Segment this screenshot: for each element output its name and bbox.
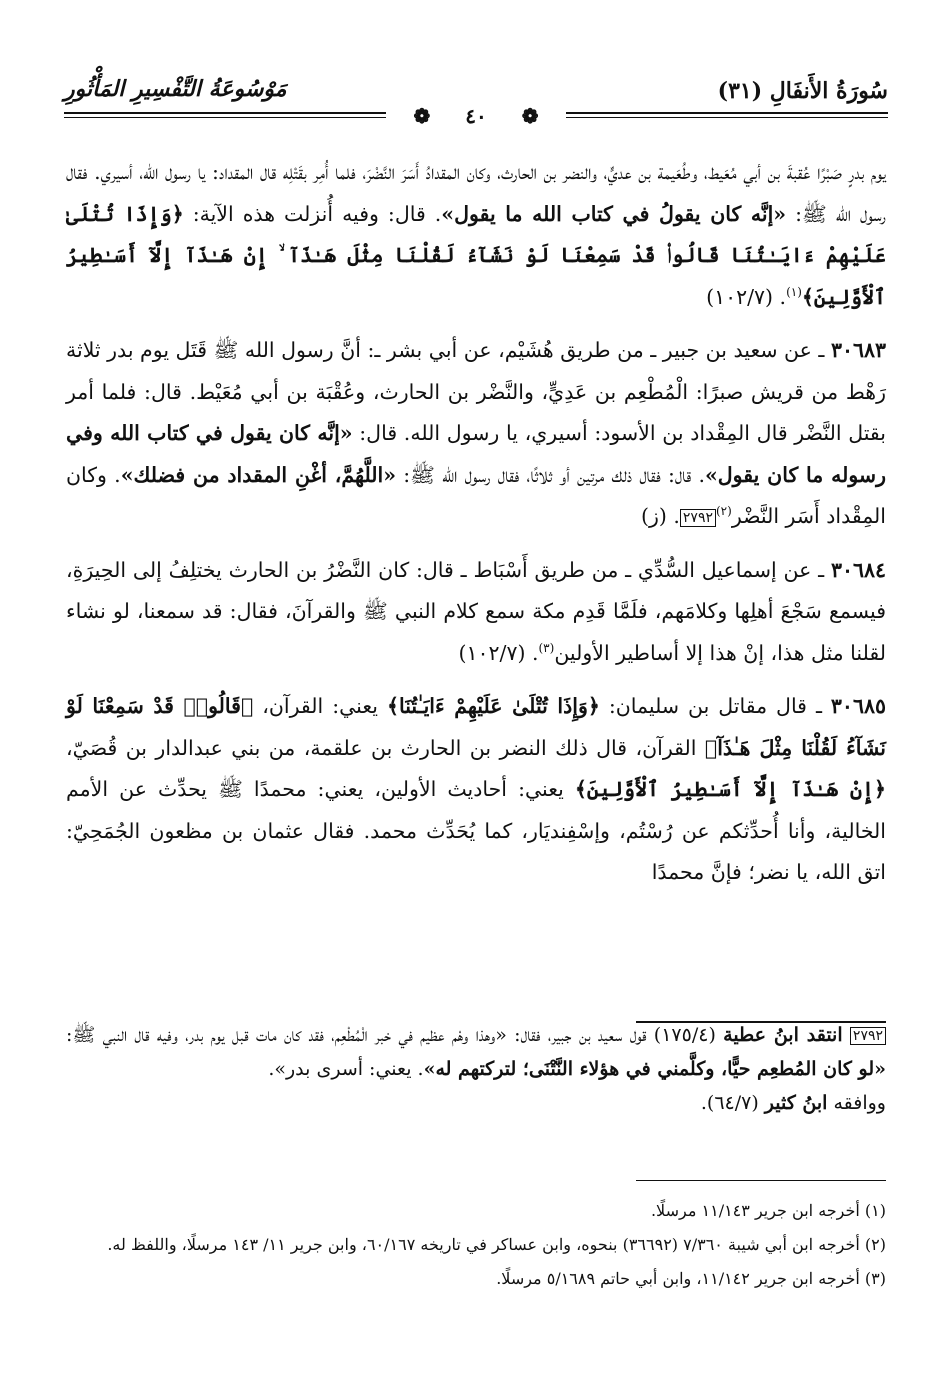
quran-verse: ﴿وَإِذَا تُتْلَىٰ عَلَيْهِمْ ءَايَـٰتُنَا قَالُوا۟ قَدْ سَمِعْنَا لَوْ نَشَآءُ لَقُلْنَا مِثْلَ هَـٰذَآ ۙ إِنْ هَـٰذَآ إِلَّآ أَسَـٰطِيرُ ٱلْأَوَّلِينَ﴾ (66, 201, 886, 309)
hadith-quote: «اللَّهُمَّ، أغْنِ المقداد من فضلك» (120, 462, 397, 487)
book-title: مَوْسُوعَةُ التَّفْسِيرِ المَأْثُورِ (64, 76, 287, 102)
entry-number: ٣٠٦٨٣ (830, 338, 886, 362)
text-run: . (١٠٢/٧) (706, 284, 787, 309)
text-run: . (ز) (640, 504, 680, 528)
text-run: (١٧٥/٤) قول سعيد بن جبير، فقال: «وهذا وهْم عظيم في خبر الْمُطْعِم، فقد كان مات قبل يوم بدر، وفيه قال النبي ﷺ: (66, 1024, 724, 1046)
footnote-ref: (١) (786, 284, 802, 299)
text-run: القرآن، قال ذلك النضر بن الحارث بن علقمة، من بني عبدالدار بن قُصَيّ، (66, 735, 705, 760)
text-run: ـ عن إسماعيل السُّدِّي ـ من طريق أَسْبَاط ـ قال: كان النَّضْرُ بن الحارث يختلِفُ إلى الحِيرَةِ، فيسمع سَجْعَ أهلِها وكلامَهم، فلَمَّا قَدِم مكة سمع كلام النبي ﷺ والقرآنَ، فقال: قد سمعنا، لو نشاء لقلنا مثل هذا، إنْ هذا إلا أساطير الأولين (66, 557, 886, 665)
quran-verse: ﴿وَإِذَا تُتْلَىٰ عَلَيْهِمْ ءَايَـٰتُنَا﴾ (386, 694, 600, 718)
quran-verse: ﴿إِنْ هَـٰذَآ إِلَّآ أَسَـٰطِيرُ ٱلْأَوَّلِينَ﴾ (574, 777, 886, 801)
paragraph (66, 686, 886, 894)
surah-title: سُورَةُ الأَنفَالِ (٣١) (717, 78, 888, 104)
paragraph (66, 152, 886, 318)
text-run: يوم بدرٍ صَبْرًا عُقبةَ بن أبي مُعَيط، وطُعَيمة بن عديٍّ، والنضر بن الحارث، وكان المقدادُ أَسَرَ النَّضْرَ، فلما أُمِر بقَتْلِه قال المقداد: يا رسول الله، أسيري. فقال رسول الله ﷺ: (66, 160, 886, 226)
hadith-quote: «إنَّه كان يقول في كتاب الله وفي رسوله ما كان يقول» (66, 421, 886, 487)
paragraph (66, 550, 886, 675)
text-run: (٦٤/٧). (700, 1092, 765, 1114)
main-text (66, 152, 886, 906)
footnote-ref: (٣) (538, 640, 555, 655)
text-run: يعني: القرآن، (253, 694, 387, 718)
footnote-divider (636, 1180, 886, 1181)
text-run: . وكان المِقْداد أَسَر النَّضْر (66, 462, 886, 528)
footnote: (٣) أخرجه ابن جرير ١١/١٤٢، وابن أبي حاتم ٥/١٦٨٩ مرسلًا. (496, 1269, 886, 1288)
text-run: . قال: وفيه أُنزلت هذه الآية: (183, 201, 442, 226)
note-ref-box: ٢٧٩٢ (850, 1027, 886, 1045)
hadith-quote: «لو كان المُطعِم حيًّا، وكلَّمني في هؤلاء النَّتْنَى؛ لتركتهم له» (423, 1058, 886, 1080)
footnote: (٢) أخرجه ابن أبي شيبة ٧/٣٦٠ (٣٦٦٩٢) بنحوه، وابن عساكر في تاريخه ٦٠/١٦٧، وابن جرير ١١/ ١٤٣ مرسلًا، واللفظ له. (107, 1235, 886, 1254)
note-bold: ابنُ كثير (764, 1092, 828, 1114)
entry-number: ٣٠٦٨٤ (830, 557, 886, 582)
text-run: ـ قال مقاتل بن سليمان: (599, 694, 831, 718)
note-ref-box: ٢٧٩٢ (680, 509, 716, 527)
note-line (66, 1086, 886, 1120)
footnotes (66, 1196, 886, 1298)
hadith-quote: «إنَّه كان يقولُ في كتاب الله ما يقول» (441, 201, 787, 226)
ornament-icon: ❁ (508, 104, 553, 128)
text-run: ووافقه (827, 1092, 886, 1114)
editor-note (66, 1018, 886, 1120)
text-run: يعني: أحاديث الأولين، يعني: محمدًا ﷺ يحدِّث عن الأمم الخالية، وأنا أُحدِّثكم عن رُسْتُم، وإسْفِنديَار، كما يُحَدِّث محمد. فقال عثمان بن مظعون الجُمَحِيّ: اتق الله، يا نضر؛ فإنَّ محمدًا (66, 777, 887, 884)
quran-verse: ﴿قَالُوا۟ قَدْ سَمِعْنَا لَوْ نَشَآءُ لَقُلْنَا مِثْلَ هَـٰذَآ﴾ (66, 694, 886, 760)
note-line (66, 1018, 886, 1086)
note-bold: انتقد ابنُ عطية (723, 1024, 843, 1046)
page-header (64, 72, 888, 142)
ornament-icon: ❁ (400, 104, 445, 128)
footnote-ref: (٢) (715, 504, 732, 519)
text-run: . قال: فقال ذلك مرتين أو ثلاثًا، فقال رسول الله ﷺ: (396, 462, 705, 487)
footnote: (١) أخرجه ابن جرير ١١/١٤٣ مرسلًا. (650, 1201, 886, 1220)
text-run: . يعني: أسرى بدر». (268, 1058, 424, 1080)
page-number: ٤٠ (451, 104, 500, 128)
text-run: . (١٠٢/٧) (458, 640, 539, 665)
entry-number: ٣٠٦٨٥ (830, 694, 886, 718)
page-number-wrap (64, 104, 888, 128)
text-run: ـ عن سعيد بن جبير ـ من طريق هُشَيْم، عن أبي بشر ـ: أنَّ رسول الله ﷺ قَتَل يوم بدر ثلاثة رَهْط من قريش صبرًا: الْمُطْعِم بن عَدِيٍّ، والنَّضْر بن الحارث، وعُقْبَة بن أبي مُعَيْط. قال: فلما أمر بقتل النَّضْر قال المِقْداد بن الأسود: أسيري، يا رسول الله. قال: (66, 338, 886, 445)
paragraph (66, 330, 886, 538)
